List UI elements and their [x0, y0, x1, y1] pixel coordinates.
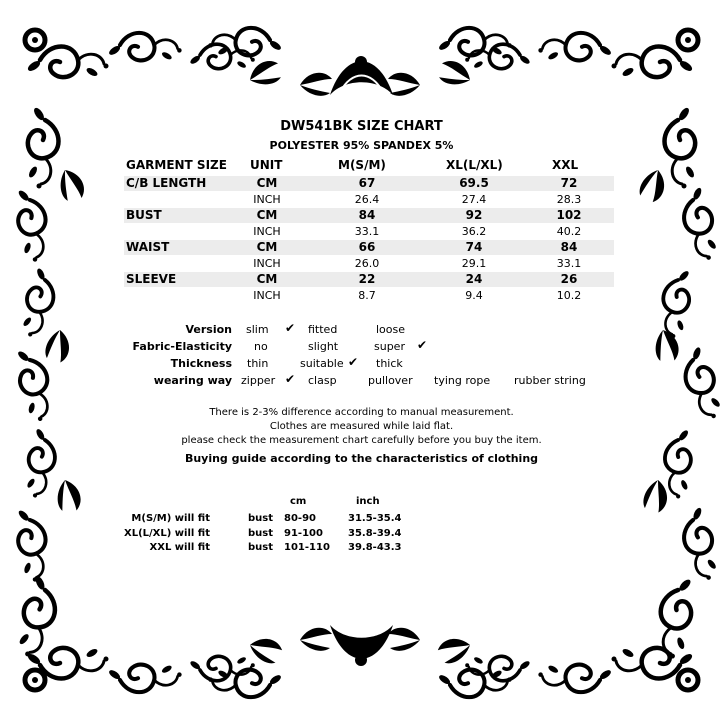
unit-cell: INCH [253, 289, 281, 302]
header-size-xl: XL(L/XL) [446, 158, 503, 172]
guide-size: M(S/M) will fit [131, 513, 210, 524]
option-text: no [254, 340, 268, 353]
guide-col-inch: inch [356, 496, 380, 507]
option-text: zipper [241, 374, 276, 387]
value-cell: 36.2 [461, 225, 487, 238]
value-cell: 10.2 [556, 289, 582, 302]
guide-cm: 91-100 [284, 528, 323, 539]
unit-cell: CM [256, 176, 278, 190]
option-text: tying rope [434, 374, 491, 387]
option-text: thick [376, 357, 403, 370]
guide-part: bust [248, 542, 274, 553]
value-cell: 26.0 [354, 257, 380, 270]
row-label: C/B LENGTH [126, 176, 207, 190]
value-cell: 24 [465, 272, 483, 286]
header-unit: UNIT [250, 158, 283, 172]
thickness-label: Thickness [170, 357, 232, 370]
unit-cell: INCH [253, 225, 281, 238]
table-row [124, 256, 614, 271]
guide-size: XXL will fit [149, 542, 210, 553]
value-cell: 74 [465, 240, 483, 254]
left-border-ornament [12, 106, 88, 660]
guide-inch: 39.8-43.3 [348, 542, 402, 553]
value-cell: 84 [560, 240, 578, 254]
row-label: BUST [126, 208, 162, 222]
top-border-ornament [26, 28, 693, 96]
unit-cell: CM [256, 272, 278, 286]
row-label: WAIST [126, 240, 170, 254]
value-cell: 84 [358, 208, 376, 222]
table-row [124, 224, 614, 239]
option-text: slim [246, 323, 269, 336]
chart-title: DW541BK SIZE CHART [280, 119, 443, 134]
value-cell: 69.5 [459, 176, 489, 190]
unit-cell: CM [256, 208, 278, 222]
value-cell: 40.2 [556, 225, 582, 238]
check-icon: ✔ [285, 321, 296, 335]
value-cell: 26 [560, 272, 578, 286]
buying-guide-title: Buying guide according to the characteristics of clothing [184, 452, 539, 465]
table-row [124, 192, 614, 207]
table-row [124, 288, 614, 303]
guide-part: bust [248, 528, 274, 539]
value-cell: 28.3 [556, 193, 582, 206]
value-cell: 8.7 [358, 289, 376, 302]
value-cell: 102 [556, 208, 582, 222]
guide-inch: 31.5-35.4 [348, 513, 402, 524]
option-text: slight [308, 340, 339, 353]
value-cell: 22 [358, 272, 376, 286]
value-cell: 92 [465, 208, 483, 222]
unit-cell: INCH [253, 257, 281, 270]
option-text: pullover [368, 374, 413, 387]
option-text: clasp [308, 374, 337, 387]
option-text: rubber string [514, 374, 586, 387]
guide-col-cm: cm [290, 496, 307, 507]
guide-part: bust [248, 513, 274, 524]
option-text: super [374, 340, 405, 353]
value-cell: 9.4 [465, 289, 483, 302]
header-size-m: M(S/M) [338, 158, 386, 172]
measurement-note: There is 2-3% difference according to manual measurement. [209, 407, 514, 418]
value-cell: 67 [358, 176, 376, 190]
elasticity-label: Fabric-Elasticity [132, 340, 232, 353]
option-text: suitable [300, 357, 344, 370]
guide-cm: 101-110 [284, 542, 330, 553]
value-cell: 26.4 [354, 193, 380, 206]
guide-cm: 80-90 [284, 513, 316, 524]
value-cell: 27.4 [461, 193, 487, 206]
option-text: loose [376, 323, 406, 336]
header-size-xxl: XXL [552, 158, 579, 172]
table-row [124, 208, 614, 223]
unit-cell: CM [256, 240, 278, 254]
header-garment-size: GARMENT SIZE [126, 158, 227, 172]
guide-inch: 35.8-39.4 [348, 528, 402, 539]
right-border-ornament [637, 106, 723, 660]
table-row [124, 176, 614, 191]
value-cell: 72 [560, 176, 578, 190]
wearing-way-label: wearing way [153, 374, 232, 387]
check-icon: ✔ [417, 338, 428, 352]
option-text: thin [247, 357, 269, 370]
unit-cell: INCH [253, 193, 281, 206]
value-cell: 33.1 [354, 225, 380, 238]
row-label: SLEEVE [126, 272, 177, 286]
value-cell: 33.1 [556, 257, 582, 270]
version-label: Version [185, 323, 232, 336]
table-row [124, 272, 614, 287]
guide-size: XL(L/XL) will fit [123, 528, 210, 539]
table-row [124, 240, 614, 255]
measurement-note: Clothes are measured while laid flat. [269, 421, 454, 432]
material-text: POLYESTER 95% SPANDEX 5% [269, 139, 454, 152]
bottom-border-ornament [26, 625, 693, 697]
check-icon: ✔ [348, 355, 359, 369]
value-cell: 29.1 [461, 257, 487, 270]
value-cell: 66 [358, 240, 376, 254]
check-icon: ✔ [285, 372, 296, 386]
measurement-note: please check the measurement chart carefully before you buy the item. [181, 435, 542, 446]
option-text: fitted [308, 323, 338, 336]
